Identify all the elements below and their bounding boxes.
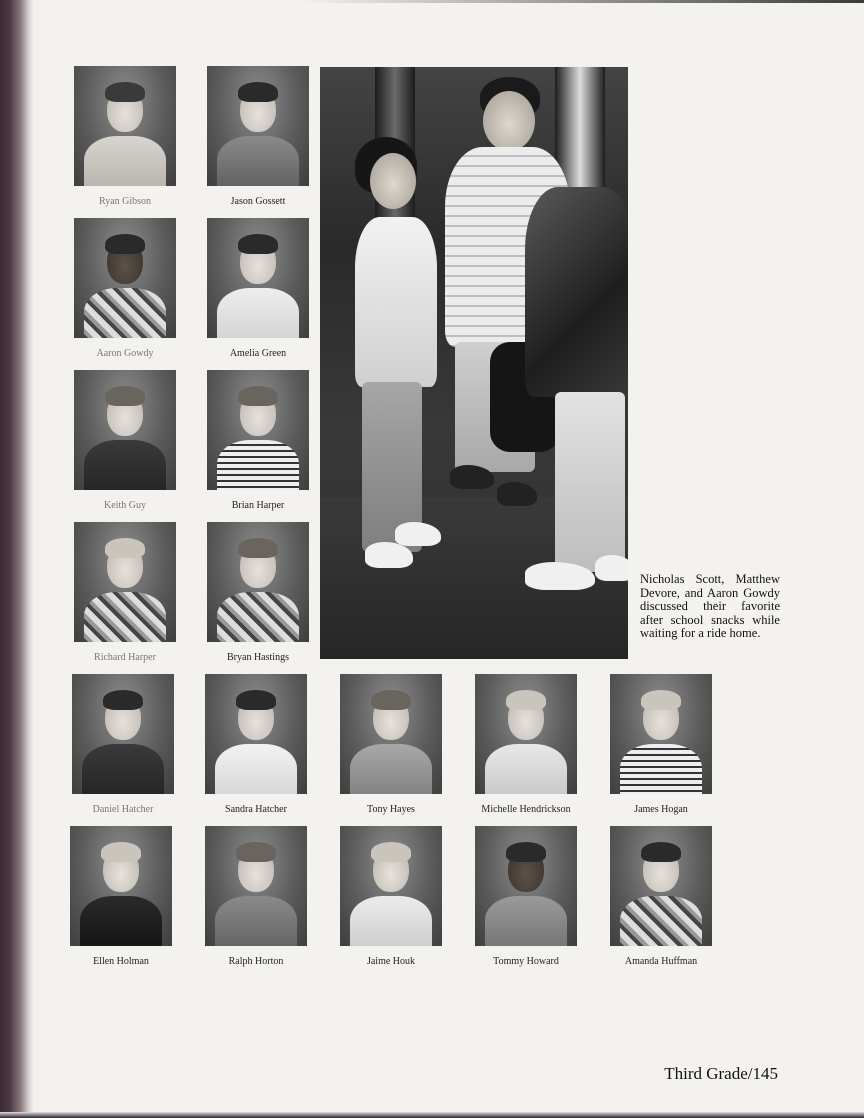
portrait-sandra-hatcher xyxy=(205,674,307,816)
portrait-photo xyxy=(610,826,712,946)
portrait-photo xyxy=(207,370,309,490)
page-top-edge xyxy=(300,0,864,3)
portrait-james-hogan xyxy=(610,674,712,816)
portrait-name: Aaron Gowdy xyxy=(96,348,154,359)
portrait-name: Sandra Hatcher xyxy=(225,804,287,815)
page-bottom-edge xyxy=(0,1112,864,1118)
portrait-jason-gossett xyxy=(207,66,309,208)
portrait-keith-guy xyxy=(74,370,176,512)
portrait-name: James Hogan xyxy=(634,804,688,815)
portrait-name: Daniel Hatcher xyxy=(92,804,154,815)
portrait-photo xyxy=(74,522,176,642)
portrait-jaime-houk xyxy=(340,826,442,968)
portrait-name: Keith Guy xyxy=(104,500,146,511)
candid-group-photo xyxy=(320,67,628,659)
portrait-name: Amelia Green xyxy=(229,348,287,359)
portrait-name: Michelle Hendrickson xyxy=(481,804,571,815)
portrait-photo xyxy=(475,674,577,794)
portrait-photo xyxy=(74,370,176,490)
portrait-photo xyxy=(207,218,309,338)
portrait-photo xyxy=(340,826,442,946)
photo-caption: Nicholas Scott, Matthew Devore, and Aaron Gowdy discussed their favorite after school snacks while waiting for a ride home. xyxy=(640,572,780,640)
portrait-photo xyxy=(72,674,174,794)
portrait-aaron-gowdy xyxy=(74,218,176,360)
page-folio: Third Grade/145 xyxy=(664,1064,778,1083)
portrait-photo xyxy=(74,218,176,338)
portrait-photo xyxy=(610,674,712,794)
portrait-name: Brian Harper xyxy=(231,500,285,511)
portrait-name: Ellen Holman xyxy=(93,956,149,967)
portrait-brian-harper xyxy=(207,370,309,512)
binding-shadow xyxy=(0,0,34,1118)
portrait-photo xyxy=(207,522,309,642)
portrait-michelle-hendrickson xyxy=(475,674,577,816)
portrait-amelia-green xyxy=(207,218,309,360)
portrait-photo xyxy=(340,674,442,794)
portrait-photo xyxy=(207,66,309,186)
portrait-tommy-howard xyxy=(475,826,577,968)
portrait-name: Jason Gossett xyxy=(230,196,286,207)
portrait-richard-harper xyxy=(74,522,176,664)
portrait-photo xyxy=(205,674,307,794)
portrait-ellen-holman xyxy=(70,826,172,968)
portrait-name: Amanda Huffman xyxy=(624,956,698,967)
candid-child-right xyxy=(525,167,628,617)
portrait-ryan-gibson xyxy=(74,66,176,208)
portrait-name: Ralph Horton xyxy=(228,956,284,967)
portrait-daniel-hatcher xyxy=(72,674,174,816)
portrait-name: Tommy Howard xyxy=(493,956,559,967)
portrait-name: Ryan Gibson xyxy=(98,196,152,207)
portrait-photo xyxy=(205,826,307,946)
portrait-name: Jaime Houk xyxy=(366,956,416,967)
portrait-name: Bryan Hastings xyxy=(227,652,289,663)
portrait-amanda-huffman xyxy=(610,826,712,968)
portrait-bryan-hastings xyxy=(207,522,309,664)
portrait-ralph-horton xyxy=(205,826,307,968)
portrait-tony-hayes xyxy=(340,674,442,816)
portrait-photo xyxy=(475,826,577,946)
portrait-name: Richard Harper xyxy=(94,652,156,663)
portrait-photo xyxy=(74,66,176,186)
portrait-name: Tony Hayes xyxy=(367,804,415,815)
portrait-photo xyxy=(70,826,172,946)
